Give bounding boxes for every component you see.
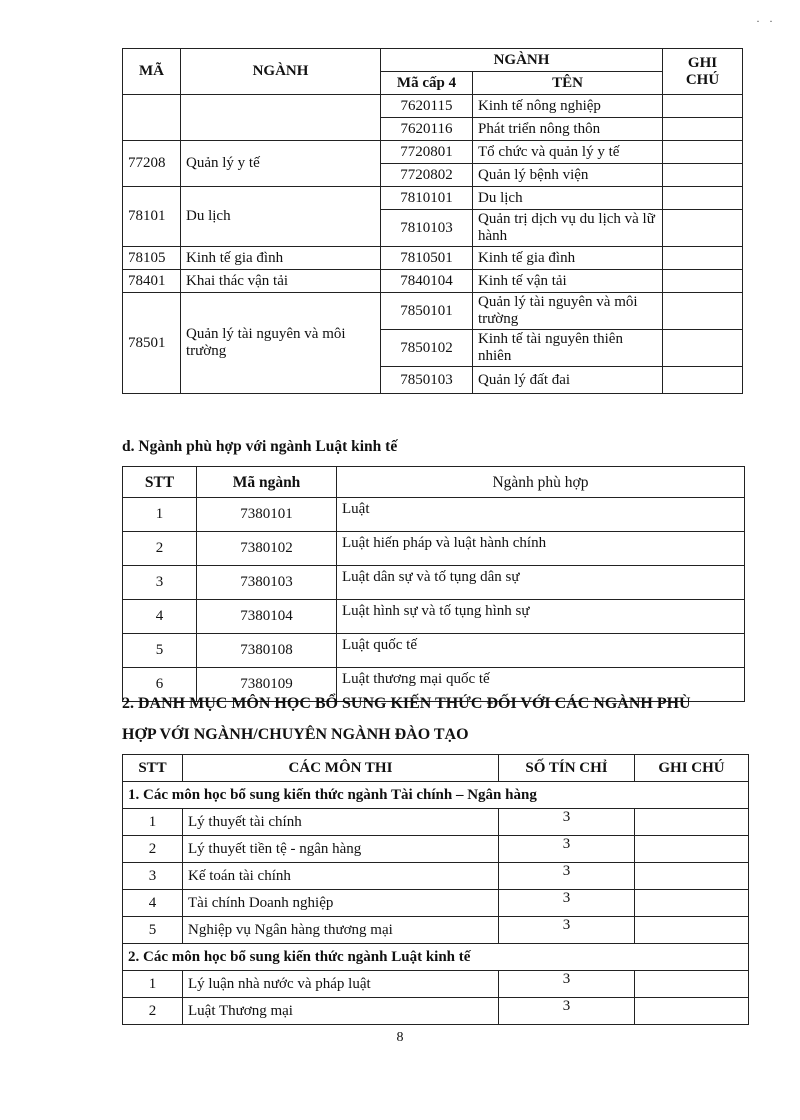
table-row: 3 Kế toán tài chính 3 (123, 863, 749, 890)
scan-marks: · · (756, 14, 776, 28)
col-header-stt: STT (123, 467, 197, 498)
table-row: 2 Lý thuyết tiền tệ - ngân hàng 3 (123, 836, 749, 863)
law-major-table (122, 466, 745, 702)
table-row: 7620116 Phát triển nông thôn (123, 118, 743, 141)
table-row: 5 Nghiệp vụ Ngân hàng thương mại 3 (123, 917, 749, 944)
col-header-ten: TÊN (473, 72, 663, 95)
table-row: 4 Tài chính Doanh nghiệp 3 (123, 890, 749, 917)
table-row: 1 7380101 Luật (123, 498, 745, 532)
col-header-tin-chi: SỐ TÍN CHỈ (499, 755, 635, 782)
section-d-heading: d. Ngành phù hợp với ngành Luật kinh tế (122, 438, 398, 455)
table-row: 7620115 Kinh tế nông nghiệp (123, 95, 743, 118)
col-header-mon-thi: CÁC MÔN THI (183, 755, 499, 782)
col-header-ma-nganh: Mã ngành (197, 467, 337, 498)
page-number: 8 (396, 1030, 404, 1045)
col-header-nganh: NGÀNH (181, 49, 381, 95)
col-header-stt: STT (123, 755, 183, 782)
table-row: 5 7380108 Luật quốc tế (123, 634, 745, 668)
table-row: 77208 Quản lý y tế 7720801 Tổ chức và quản lý y tế (123, 141, 743, 164)
table-row: 3 7380103 Luật dân sự và tố tụng dân sự (123, 566, 745, 600)
table-row: 7850103 Quản lý đất đai (123, 367, 743, 394)
group-row: 2. Các môn học bổ sung kiến thức ngành Luật kinh tế (123, 944, 749, 971)
supplementary-courses-table (122, 754, 749, 1025)
table-row: 1 Lý luận nhà nước và pháp luật 3 (123, 971, 749, 998)
section-2-heading-line1: 2. DANH MỤC MÔN HỌC BỔ SUNG KIẾN THỨC ĐỐI VỚI CÁC NGÀNH PHÙ (122, 695, 691, 712)
col-header-ma-cap4: Mã cấp 4 (381, 72, 473, 95)
table-row: 78401 Khai thác vận tải 7840104 Kinh tế vận tải (123, 270, 743, 293)
table-row: 4 7380104 Luật hình sự và tố tụng hình sự (123, 600, 745, 634)
major-table (122, 48, 743, 394)
table-row: 78105 Kinh tế gia đình 7810501 Kinh tế gia đình (123, 247, 743, 270)
col-header-ma: MÃ (123, 49, 181, 95)
table-row: 78101 Du lịch 7810101 Du lịch (123, 187, 743, 210)
col-header-nganh-group: NGÀNH (381, 49, 663, 72)
table-row: 7810103 Quản trị dịch vụ du lịch và lữ hành (123, 210, 743, 247)
col-header-ghi-chu: GHI CHÚ (663, 49, 743, 95)
table-row: 2 Luật Thương mại 3 (123, 998, 749, 1025)
group-row: 1. Các môn học bổ sung kiến thức ngành Tài chính – Ngân hàng (123, 782, 749, 809)
table-row: 6 7380109 Luật thương mại quốc tế (123, 668, 745, 702)
col-header-nganh-phu-hop: Ngành phù hợp (337, 467, 745, 498)
table-row: 7850102 Kinh tế tài nguyên thiên nhiên (123, 330, 743, 367)
table-row: 2 7380102 Luật hiến pháp và luật hành chính (123, 532, 745, 566)
section-2-heading-line2: HỢP VỚI NGÀNH/CHUYÊN NGÀNH ĐÀO TẠO (122, 726, 469, 743)
table-row: 1 Lý thuyết tài chính 3 (123, 809, 749, 836)
table-row: 78501 Quản lý tài nguyên và môi trường 7850101 Quản lý tài nguyên và môi trường (123, 293, 743, 330)
col-header-ghi-chu: GHI CHÚ (635, 755, 749, 782)
table-row: 7720802 Quản lý bệnh viện (123, 164, 743, 187)
